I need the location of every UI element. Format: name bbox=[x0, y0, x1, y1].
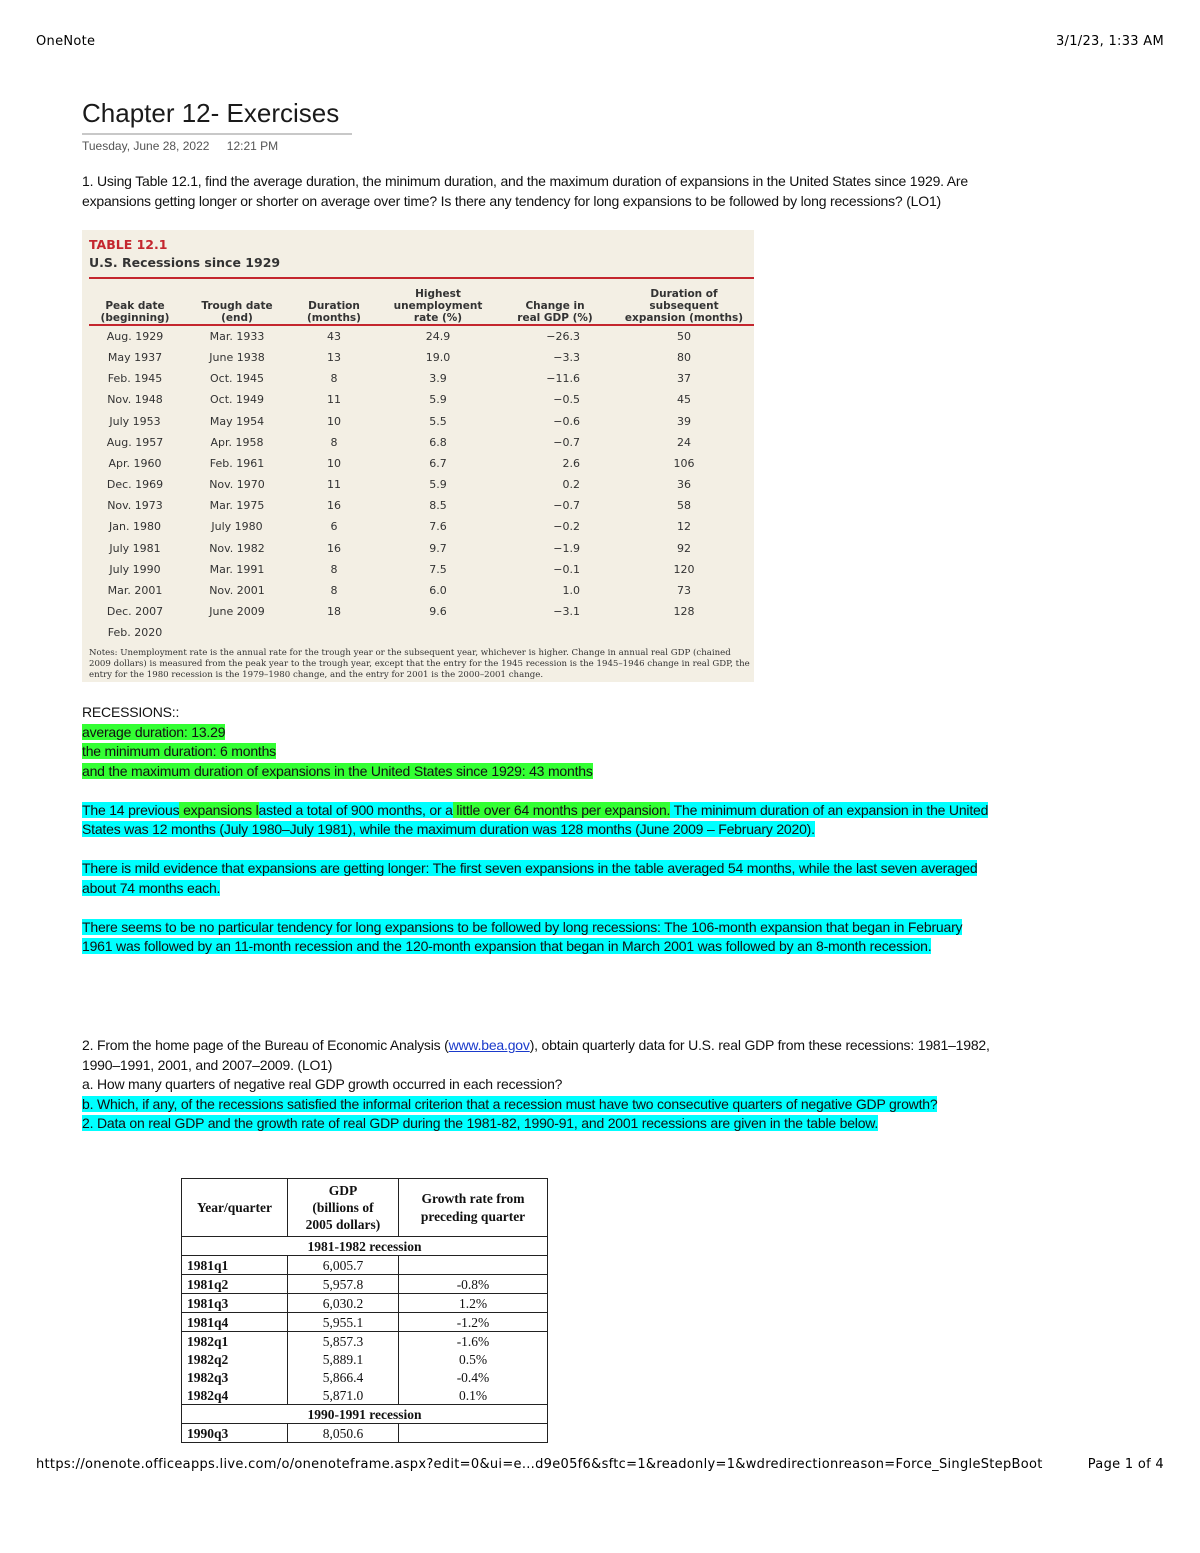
table-cell: 5,955.1 bbox=[288, 1313, 399, 1332]
table-cell: Aug. 1929 bbox=[106, 330, 164, 343]
table-cell: 24 bbox=[677, 435, 691, 449]
page-meta bbox=[82, 139, 292, 153]
table-cell: 8 bbox=[330, 372, 338, 386]
table-row bbox=[182, 1256, 548, 1275]
table-cell: 1.2% bbox=[399, 1294, 548, 1313]
table-cell: 1982q3 bbox=[182, 1368, 288, 1386]
table-cell: 58 bbox=[677, 499, 691, 513]
table-cell: Dec. 2007 bbox=[106, 604, 164, 618]
table-cell: 5,957.8 bbox=[288, 1275, 399, 1294]
table-cell: 1982q4 bbox=[182, 1386, 288, 1405]
table-cell: 11 bbox=[327, 478, 341, 492]
table-rule-header bbox=[89, 324, 754, 326]
paragraph-tendency: There seems to be no particular tendency for long expansions to be followed by long recessions: The 106-month expansion that began in February 1961 was followed by an 11-month recession and the 120-month expansion that began in March 2001 was followed by an 8-month recession. bbox=[82, 918, 963, 954]
table-cell bbox=[399, 1424, 548, 1443]
table-cell: 24.9 bbox=[425, 330, 451, 343]
table-cell: 3.9 bbox=[429, 372, 447, 386]
table-cell: −0.2 bbox=[553, 520, 580, 534]
table-cell: 45 bbox=[677, 393, 691, 407]
table-cell: 1.0 bbox=[562, 583, 580, 597]
table-cell: 5.9 bbox=[429, 478, 447, 492]
table-cell: 7.5 bbox=[429, 562, 447, 576]
table-cell: Nov. 1970 bbox=[209, 478, 265, 492]
table-cell: Apr. 1960 bbox=[108, 456, 162, 470]
table-cell: 18 bbox=[327, 604, 341, 618]
table-cell: −1.9 bbox=[553, 541, 580, 555]
table-cell: −0.7 bbox=[553, 499, 580, 513]
column-header: Duration of subsequent expansion (months) bbox=[624, 288, 744, 324]
table-cell: May 1954 bbox=[209, 414, 265, 428]
column-header: GDP (billions of 2005 dollars) bbox=[288, 1179, 399, 1237]
table-cell: 106 bbox=[673, 456, 695, 470]
table-cell: Nov. 1948 bbox=[107, 393, 163, 407]
table-cell: 11 bbox=[327, 393, 341, 407]
table-cell: 5,889.1 bbox=[288, 1350, 399, 1368]
paragraph-evidence: There is mild evidence that expansions are getting longer: The first seven expansions in the table averaged 54 months, while the last seven averaged about 74 months each. bbox=[82, 860, 978, 896]
table-cell: 0.1% bbox=[399, 1386, 548, 1405]
gdp-table bbox=[181, 1178, 548, 1443]
table-row bbox=[182, 1386, 548, 1405]
table-cell: Feb. 2020 bbox=[107, 626, 163, 640]
table-cell: Mar. 1991 bbox=[209, 562, 265, 576]
table-row bbox=[182, 1424, 548, 1443]
table-cell: 6.8 bbox=[429, 435, 447, 449]
table-cell: 5,871.0 bbox=[288, 1386, 399, 1405]
table-cell: 1981q1 bbox=[182, 1256, 288, 1275]
table-cell: July 1953 bbox=[109, 414, 161, 428]
table-cell: Apr. 1958 bbox=[210, 435, 264, 449]
table-cell: -1.2% bbox=[399, 1313, 548, 1332]
table-cell: July 1990 bbox=[109, 562, 161, 576]
table-cell: 1981q4 bbox=[182, 1313, 288, 1332]
table-cell: 12 bbox=[677, 520, 691, 534]
table-cell: June 2009 bbox=[209, 604, 265, 618]
table-cell: Aug. 1957 bbox=[106, 435, 164, 449]
table-cell: Feb. 1961 bbox=[209, 456, 265, 470]
table-cell: 43 bbox=[327, 330, 341, 343]
maximum-duration: and the maximum duration of expansions in the United States since 1929: 43 months bbox=[82, 762, 593, 779]
table-cell: −0.1 bbox=[553, 562, 580, 576]
table-cell: 1981q3 bbox=[182, 1294, 288, 1313]
table-cell: 36 bbox=[677, 478, 691, 492]
table-cell: 6.0 bbox=[429, 583, 447, 597]
table-cell: Feb. 1945 bbox=[107, 372, 163, 386]
print-footer-page: Page 1 of 4 bbox=[1087, 1457, 1164, 1472]
table-cell: July 1980 bbox=[211, 520, 263, 534]
table-cell: Jan. 1980 bbox=[109, 520, 161, 534]
column-header: Trough date (end) bbox=[201, 300, 273, 324]
table-row bbox=[182, 1275, 548, 1294]
gdp-table-body bbox=[182, 1237, 548, 1443]
table-cell: 8 bbox=[330, 583, 338, 597]
table-label: TABLE 12.1 bbox=[89, 237, 168, 252]
table-cell: Nov. 1982 bbox=[209, 541, 265, 555]
table-cell: 5.9 bbox=[429, 393, 447, 407]
table-cell: Mar. 1933 bbox=[209, 330, 265, 343]
table-cell: Nov. 2001 bbox=[209, 583, 265, 597]
table-cell: 39 bbox=[677, 414, 691, 428]
table-row bbox=[182, 1350, 548, 1368]
table-cell: 8 bbox=[330, 435, 338, 449]
table-notes: Notes: Unemployment rate is the annual rate for the trough year or the subsequent year, whichever is higher. Change in annual real GDP (chained 2009 dollars) is measured from the peak year to the trough year, except that the entry for the 1945 recession is the 1945–1946 change in real GDP, the entry for the 1980 recession is the 1979–1980 change, and the entry for 2001 is the 2000–2001 change. bbox=[89, 648, 750, 680]
table-cell: 8.5 bbox=[429, 499, 447, 513]
table-row bbox=[182, 1294, 548, 1313]
question-2a: a. How many quarters of negative real GDP growth occurred in each recession? bbox=[82, 1076, 563, 1092]
table-cell: -0.8% bbox=[399, 1275, 548, 1294]
table-cell: July 1981 bbox=[109, 541, 161, 555]
table-cell: −0.7 bbox=[553, 435, 580, 449]
page-date: Tuesday, June 28, 2022 bbox=[82, 139, 210, 153]
answer-2: 2. Data on real GDP and the growth rate of real GDP during the 1981-82, 1990-91, and 2001 recessions are given in the table below. bbox=[82, 1115, 879, 1131]
table-cell: 6,030.2 bbox=[288, 1294, 399, 1313]
table-cell: 120 bbox=[673, 562, 695, 576]
table-cell: 0.2 bbox=[562, 478, 580, 492]
question-2 bbox=[82, 1036, 992, 1134]
table-cell: 9.7 bbox=[429, 541, 447, 555]
table-row bbox=[182, 1332, 548, 1351]
answer-block bbox=[82, 703, 992, 957]
table-cell: Oct. 1949 bbox=[209, 393, 264, 407]
table-cell: 1982q1 bbox=[182, 1332, 288, 1351]
table-cell: 5.5 bbox=[429, 414, 447, 428]
column-header: Peak date (beginning) bbox=[100, 300, 170, 324]
column-header: Highest unemployment rate (%) bbox=[393, 288, 483, 324]
table-cell: 8 bbox=[330, 562, 338, 576]
gdp-table-image bbox=[181, 1178, 548, 1441]
table-cell: 9.6 bbox=[429, 604, 447, 618]
table-cell: 80 bbox=[677, 351, 691, 365]
table-cell: 37 bbox=[677, 372, 691, 386]
table-cell: -1.6% bbox=[399, 1332, 548, 1351]
table-cell: −11.6 bbox=[546, 372, 580, 386]
table-cell: 19.0 bbox=[425, 351, 451, 365]
bea-link[interactable]: www.bea.gov bbox=[448, 1037, 530, 1053]
table-cell: 7.6 bbox=[429, 520, 447, 534]
table-rule-top bbox=[89, 277, 754, 279]
table-cell: −3.3 bbox=[553, 351, 580, 365]
column-header: Change in real GDP (%) bbox=[517, 300, 593, 324]
table-cell: 50 bbox=[677, 330, 691, 343]
page-time: 12:21 PM bbox=[226, 139, 279, 153]
table-cell: 5,857.3 bbox=[288, 1332, 399, 1351]
table-cell: 1981q2 bbox=[182, 1275, 288, 1294]
table-cell bbox=[399, 1256, 548, 1275]
table-cell: May 1937 bbox=[107, 351, 163, 365]
table-row bbox=[182, 1313, 548, 1332]
column-header: Duration (months) bbox=[307, 300, 361, 324]
average-duration: average duration: 13.29 bbox=[82, 723, 226, 740]
column-header: Year/quarter bbox=[182, 1179, 288, 1237]
table-cell: 13 bbox=[327, 351, 341, 365]
section-row: 1990-1991 recession bbox=[182, 1405, 548, 1424]
table-cell: 16 bbox=[327, 541, 341, 555]
question-2-intro: 2. From the home page of the Bureau of Economic Analysis (www.bea.gov), obtain quarterly data for U.S. real GDP from these recessions: 1981–1982, 1990–1991, 2001, and 2007–2009. (LO1) bbox=[82, 1037, 990, 1073]
table-cell: −3.1 bbox=[553, 604, 580, 618]
table-cell: 16 bbox=[327, 499, 341, 513]
table-cell: 5,866.4 bbox=[288, 1368, 399, 1386]
table-cell: 10 bbox=[327, 414, 341, 428]
table-cell: 1982q2 bbox=[182, 1350, 288, 1368]
question-2b: b. Which, if any, of the recessions satisfied the informal criterion that a recession must have two consecutive quarters of negative GDP growth? bbox=[82, 1095, 938, 1112]
print-footer-url: https://onenote.officeapps.live.com/o/onenoteframe.aspx?edit=0&ui=e...d9e05f6&sftc=1&readonly=1&wdredirectionreason=Force_SingleStepBoot bbox=[36, 1457, 1043, 1472]
table-cell: 8,050.6 bbox=[288, 1424, 399, 1443]
table-cell: 0.5% bbox=[399, 1350, 548, 1368]
table-subtitle: U.S. Recessions since 1929 bbox=[89, 255, 281, 270]
table-cell: 92 bbox=[677, 541, 691, 555]
print-header-datetime: 3/1/23, 1:33 AM bbox=[1055, 34, 1164, 49]
table-cell: -0.4% bbox=[399, 1368, 548, 1386]
table-12-1-image bbox=[82, 230, 754, 682]
table-row bbox=[182, 1368, 548, 1386]
table-cell: 10 bbox=[327, 456, 341, 470]
section-row: 1981-1982 recession bbox=[182, 1237, 548, 1256]
table-cell: 1990q3 bbox=[182, 1424, 288, 1443]
table-cell: Nov. 1973 bbox=[107, 499, 163, 513]
recessions-label: RECESSIONS:: bbox=[82, 704, 180, 720]
table-cell: 128 bbox=[673, 604, 695, 618]
table-cell: Dec. 1969 bbox=[106, 478, 164, 492]
table-cell: Mar. 1975 bbox=[209, 499, 265, 513]
table-cell: −0.5 bbox=[553, 393, 580, 407]
minimum-duration: the minimum duration: 6 months bbox=[82, 743, 276, 759]
table-cell: 6,005.7 bbox=[288, 1256, 399, 1275]
table-cell: Mar. 2001 bbox=[107, 583, 163, 597]
question-1: 1. Using Table 12.1, find the average duration, the minimum duration, and the maximum duration of expansions in the United States since 1929. Are expansions getting longer or shorter on average over time? Is there any tendency for long expansions to be followed by long recessions? (LO1) bbox=[82, 173, 968, 209]
table-cell: 6 bbox=[330, 520, 338, 534]
page-title: Chapter 12- Exercises bbox=[82, 98, 352, 135]
table-cell: June 1938 bbox=[209, 351, 265, 365]
print-header-app: OneNote bbox=[36, 34, 96, 49]
table-cell: 6.7 bbox=[429, 456, 447, 470]
table-cell: Oct. 1945 bbox=[209, 372, 264, 386]
table-cell: −0.6 bbox=[553, 414, 580, 428]
table-cell: −26.3 bbox=[546, 330, 580, 343]
table-cell: 2.6 bbox=[562, 456, 580, 470]
column-header: Growth rate from preceding quarter bbox=[399, 1179, 548, 1237]
paragraph-expansions: The 14 previous expansions lasted a total of 900 months, or a little over 64 months per expansion. The minimum duration of an expansion in the United States was 12 months (July 1980–July 1981), while the maximum duration was 128 months (June 2009 – February 2020). bbox=[82, 801, 989, 837]
table-cell: 73 bbox=[677, 583, 691, 597]
